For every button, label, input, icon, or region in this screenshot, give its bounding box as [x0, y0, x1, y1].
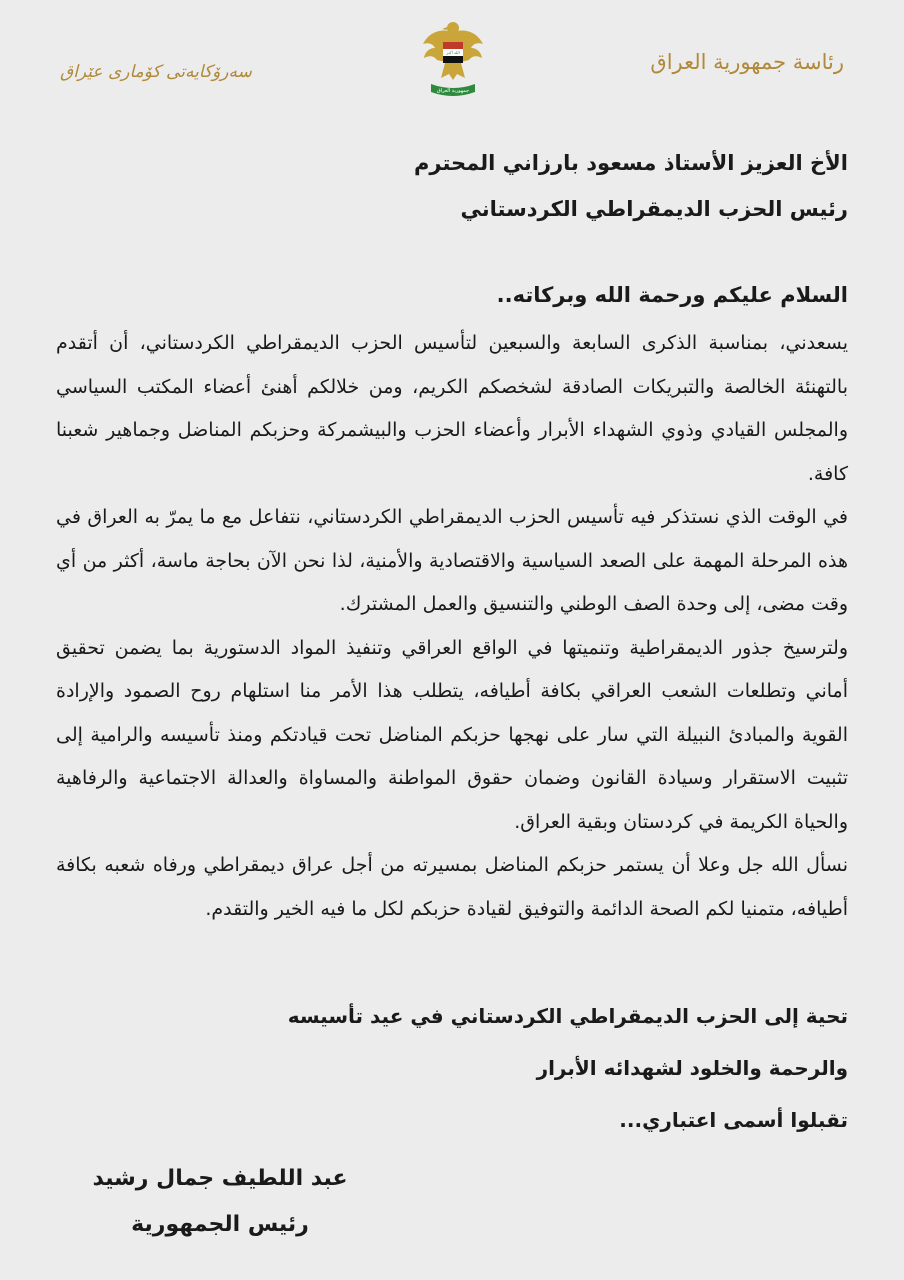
closing-lines: [56, 990, 848, 1146]
paragraph: في الوقت الذي نستذكر فيه تأسيس الحزب الديمقراطي الكردستاني، نتفاعل مع ما يمرّ به العراق في هذه المرحلة المهمة على الصعد السياسية والاقتصادية والأمنية، لذا نحن الآن بحاجة ماسة، أكثر من أي وقت مضى، إلى وحدة الصف الوطني والتنسيق والعمل المشترك.: [56, 506, 848, 615]
presidency-arabic-title: رئاسة جمهورية العراق: [650, 50, 844, 74]
letter-body: [56, 322, 848, 931]
paragraph: يسعدني، بمناسبة الذكرى السابعة والسبعين لتأسيس الحزب الديمقراطي الكردستاني، أن أتقدم بالتهنئة الخالصة والتبريكات الصادقة لشخصكم الكريم، ومن خلالكم أهنئ أعضاء المكتب السياسي والمجلس القيادي وذوي الشهداء الأبرار وأعضاء الحزب والبيشمركة وحزبكم المناضل وجماهير شعبنا كافة.: [56, 332, 848, 485]
paragraph: نسأل الله جل وعلا أن يستمر حزبكم المناضل بمسيرته من أجل عراق ديمقراطي ورفاه شعبه بكافة أطيافه، متمنيا لكم الصحة الدائمة والتوفيق لقيادة حزبكم لكل ما فيه الخير والتقدم.: [56, 854, 848, 920]
recipient-title: رئيس الحزب الديمقراطي الكردستاني: [460, 197, 848, 221]
presidency-kurdish-title: سەرۆکایەتی کۆماری عێراق: [60, 62, 252, 82]
greeting: السلام عليكم ورحمة الله وبركاته..: [496, 283, 848, 307]
closing-line: تقبلوا أسمى اعتباري...: [619, 1108, 848, 1132]
signatory-title: رئيس الجمهورية: [131, 1212, 309, 1237]
signature-block: [90, 1156, 350, 1248]
closing-line: تحية إلى الحزب الديمقراطي الكردستاني في عيد تأسيسه: [287, 1004, 848, 1028]
svg-text:الله أكبر: الله أكبر: [446, 50, 460, 55]
recipient-address: [56, 140, 848, 232]
closing-line: والرحمة والخلود لشهدائه الأبرار: [536, 1056, 848, 1080]
recipient-name: الأخ العزيز الأستاذ مسعود بارزاني المحترم: [414, 151, 848, 175]
svg-text:جمهورية العراق: جمهورية العراق: [436, 88, 470, 94]
signatory-name: عبد اللطيف جمال رشيد: [92, 1166, 348, 1191]
paragraph: ولترسيخ جذور الديمقراطية وتنميتها في الواقع العراقي وتنفيذ المواد الدستورية بما يضمن تحقيق أماني وتطلعات الشعب العراقي بكافة أطيافه، يتطلب هذا الأمر منا استلهام روح الصمود والإرادة القوية والمبادئ النبيلة التي سار على نهجها حزبكم المناضل تحت قيادتكم ومنذ تأسيسه والرامية إلى تثبيت الاستقرار وسيادة القانون وضمان حقوق المواطنة والمساواة والعدالة الاجتماعية والرفاهية والحياة الكريمة في كردستان وبقية العراق.: [56, 636, 848, 833]
iraq-eagle-emblem-icon: [421, 18, 485, 100]
